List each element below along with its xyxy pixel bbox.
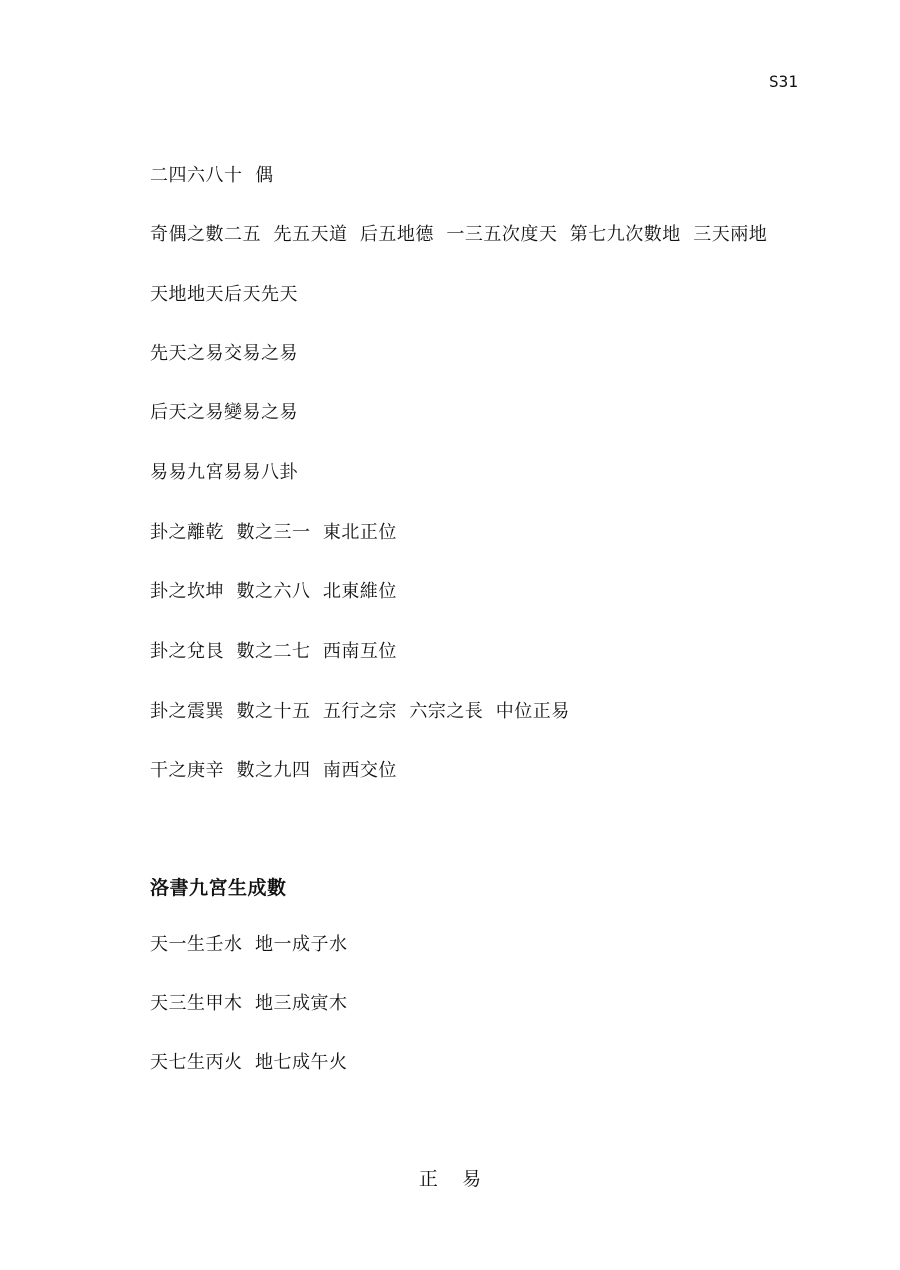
- text-line-7: 卦之離乾 數之三一 東北正位: [150, 522, 397, 543]
- section-line-1: 天一生壬水 地一成子水: [150, 934, 348, 955]
- text-line-9: 卦之兌艮 數之二七 西南互位: [150, 641, 397, 662]
- text-line-8: 卦之坎坤 數之六八 北東維位: [150, 581, 397, 602]
- section-heading: 洛書九宮生成數: [150, 877, 287, 899]
- text-line-6: 易易九宮易易八卦: [150, 462, 298, 483]
- text-line-2: 奇偶之數二五 先五天道 后五地德 一三五次度天 第七九次數地 三天兩地: [150, 224, 768, 245]
- footer-title: 正 易: [418, 1168, 482, 1190]
- text-line-10: 卦之震巽 數之十五 五行之宗 六宗之長 中位正易: [150, 701, 570, 722]
- text-line-3: 天地地天后天先天: [150, 284, 298, 305]
- text-line-11: 干之庚辛 數之九四 南西交位: [150, 760, 397, 781]
- text-line-1: 二四六八十 偶: [150, 165, 274, 186]
- section-line-2: 天三生甲木 地三成寅木: [150, 993, 348, 1014]
- text-line-4: 先天之易交易之易: [150, 343, 298, 364]
- page-number: S31: [769, 72, 798, 91]
- section-line-3: 天七生丙火 地七成午火: [150, 1052, 348, 1073]
- text-line-5: 后天之易變易之易: [150, 402, 298, 423]
